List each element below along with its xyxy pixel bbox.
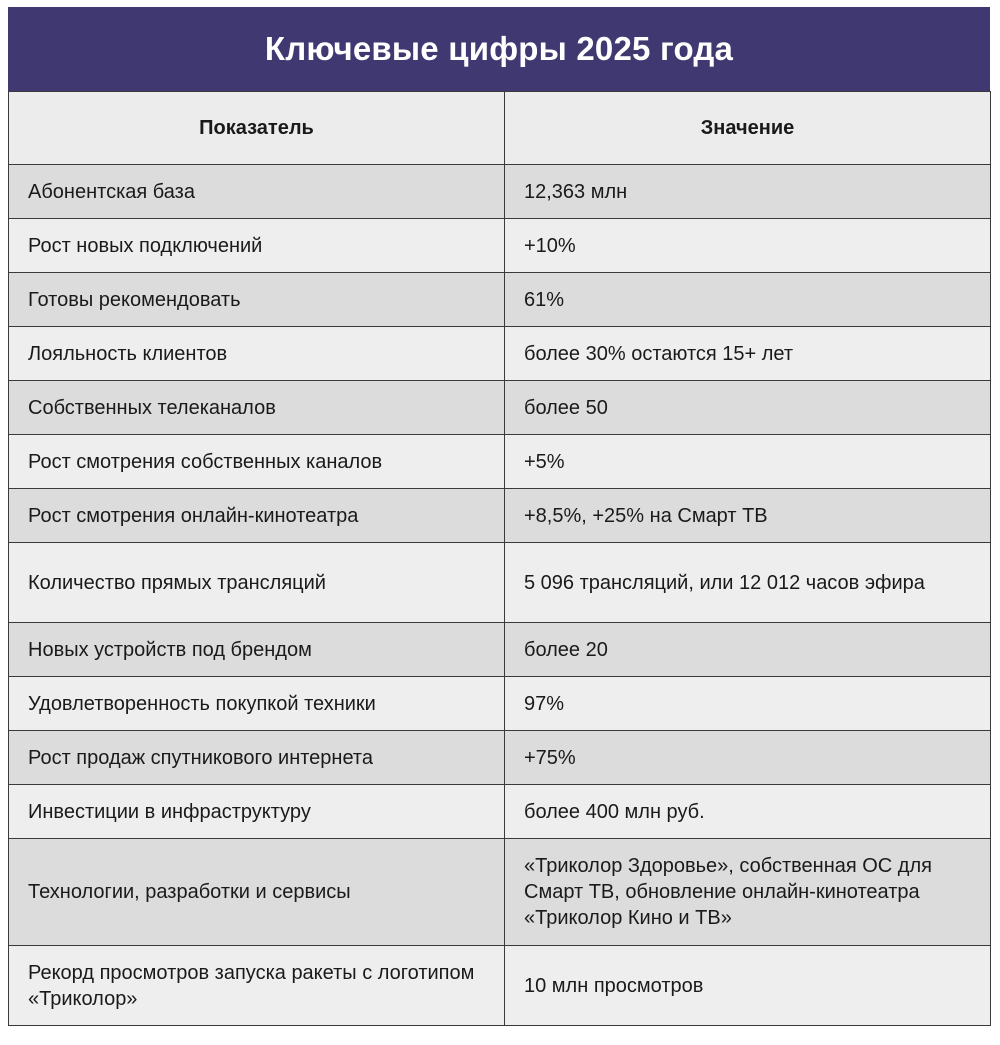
value-cell: +8,5%, +25% на Смарт ТВ [505, 489, 991, 543]
table-row [9, 165, 991, 219]
indicator-cell: Собственных телеканалов [9, 381, 505, 435]
indicator-cell: Рост новых подключений [9, 219, 505, 273]
value-cell: более 400 млн руб. [505, 785, 991, 839]
header-row [9, 92, 991, 165]
table-row [9, 435, 991, 489]
value-cell: +10% [505, 219, 991, 273]
indicator-cell: Рост смотрения собственных каналов [9, 435, 505, 489]
table-row [9, 327, 991, 381]
column-header-value: Значение [505, 92, 991, 165]
value-cell: более 50 [505, 381, 991, 435]
value-cell: 97% [505, 677, 991, 731]
indicator-cell: Количество прямых трансляций [9, 543, 505, 623]
value-cell: «Триколор Здоровье», собственная ОС для Смарт ТВ, обновление онлайн-кинотеатра «Триколор Кино и ТВ» [505, 839, 991, 946]
table-row [9, 489, 991, 543]
table-row [9, 623, 991, 677]
key-figures-table [8, 91, 991, 1026]
table-row [9, 381, 991, 435]
indicator-cell: Рост смотрения онлайн-кинотеатра [9, 489, 505, 543]
column-header-indicator: Показатель [9, 92, 505, 165]
table-row [9, 839, 991, 946]
table-row [9, 677, 991, 731]
indicator-cell: Готовы рекомендовать [9, 273, 505, 327]
indicator-cell: Рост продаж спутникового интернета [9, 731, 505, 785]
value-cell: +5% [505, 435, 991, 489]
value-cell: более 30% остаются 15+ лет [505, 327, 991, 381]
key-figures-table-frame [8, 7, 990, 1037]
value-cell: 61% [505, 273, 991, 327]
indicator-cell: Новых устройств под брендом [9, 623, 505, 677]
table-row [9, 731, 991, 785]
indicator-cell: Удовлетворенность покупкой техники [9, 677, 505, 731]
value-cell: 12,363 млн [505, 165, 991, 219]
value-cell: 5 096 трансляций, или 12 012 часов эфира [505, 543, 991, 623]
value-cell: +75% [505, 731, 991, 785]
table-row [9, 543, 991, 623]
table-row [9, 273, 991, 327]
indicator-cell: Лояльность клиентов [9, 327, 505, 381]
indicator-cell: Абонентская база [9, 165, 505, 219]
table-row [9, 946, 991, 1026]
indicator-cell: Инвестиции в инфраструктуру [9, 785, 505, 839]
table-row [9, 785, 991, 839]
indicator-cell: Рекорд просмотров запуска ракеты с логотипом «Триколор» [9, 946, 505, 1026]
table-title: Ключевые цифры 2025 года [8, 7, 990, 91]
value-cell: 10 млн просмотров [505, 946, 991, 1026]
value-cell: более 20 [505, 623, 991, 677]
indicator-cell: Технологии, разработки и сервисы [9, 839, 505, 946]
table-row [9, 219, 991, 273]
